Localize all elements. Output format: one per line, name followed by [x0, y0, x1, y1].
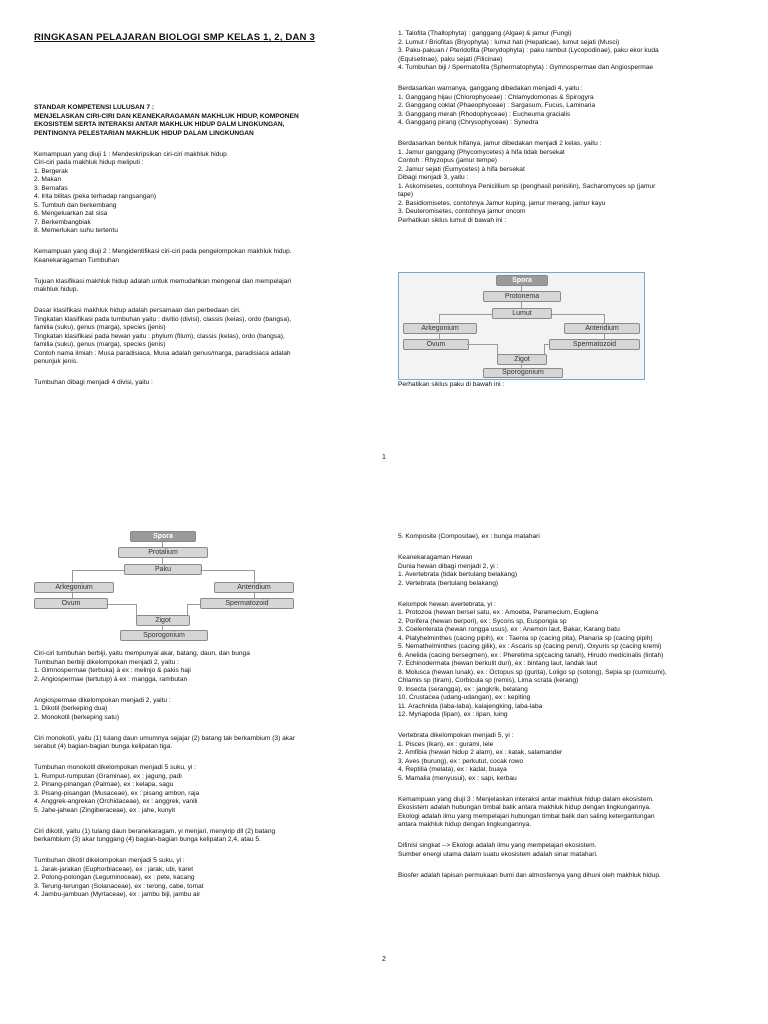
- text-line: 3. Deuteromisetes, contohnya jamur oncom: [398, 208, 526, 215]
- text-line: 4. Irita bilitas (peka terhadap rangsangan): [34, 193, 157, 200]
- text-line: tape): [398, 191, 414, 198]
- text-line: Dibagi menjadi 3, yaitu :: [398, 174, 469, 181]
- lumut-cycle-diagram: [398, 272, 645, 380]
- lumut-node-protonema: Protonema: [483, 291, 561, 302]
- text-line: 3. Bernafas: [34, 184, 68, 192]
- text-line: Kemampuan yang diuji 3 : Menjelaskan interaksi antar makhluk hidup dalam ekosistem.: [398, 795, 654, 803]
- page2-left-column: [34, 650, 364, 900]
- text-line: Vertebrata dikelompokan menjadi 5, yi :: [398, 732, 514, 739]
- text-line: 2. Basidiomisetes, contohnya Jamur kuping, jamur merang, jamur kayu: [398, 199, 606, 207]
- text-line: EKOSISTEM SERTA INTERAKSI ANTAR MAKHLUK HIDUP DALM LINGKUNGAN,: [34, 121, 285, 128]
- text-line: berkambium (3) akar tunggang (4) bagian-bagian bunga kelipatan 2,4, atau 5.: [34, 836, 261, 843]
- text-line: serabut (4) bagian-bagian bunga kelipatan tiga.: [34, 743, 173, 750]
- text-line: Berdasarkan bentuk hifanya, jamur dibedakan menjadi 2 kelas, yaitu :: [398, 140, 602, 147]
- vertebrata-list: [398, 732, 738, 783]
- text-line: 1. Protozoa (hewan bersel satu, ex : Amoeba, Paramecium, Euglena: [398, 609, 599, 616]
- text-line: 2. Lumut / Briofitas (Bryophyta) : lumut hati (Hepaticae), lumut sejati (Musci): [398, 38, 620, 46]
- text-line: Berdasarkan warnanya, ganggang dibedakan menjadi 4, yaitu :: [398, 85, 583, 92]
- text-line: 4. Tumbuhan biji / Spermatofita (Sphermatophyta) : Gymnospermae dan Angiospermae: [398, 64, 654, 71]
- text-line: Ekosistem adalah hubungan timbal balik antara makhluk hidup dengan lingkungannya.: [398, 804, 651, 811]
- text-line: Ciri-ciri tumbuhan berbiji, yaitu mempunyai akar, batang, daun, dan bunga: [34, 650, 250, 657]
- document-title: RINGKASAN PELAJARAN BIOLOGI SMP KELAS 1, 2, DAN 3: [34, 32, 315, 43]
- suku-monokotil: [34, 764, 364, 815]
- kemampuan-3-section: [398, 796, 738, 830]
- text-line: 4. Jambu-jambuan (Myrtaceae), ex : jambu biji, jambu air: [34, 891, 201, 898]
- text-line: STANDAR KOMPETENSI LULUSAN 7 :: [34, 104, 155, 111]
- paku-caption-block: [398, 381, 738, 390]
- paku-node-protalium: Protalium: [118, 547, 208, 558]
- text-line: Chlamis sp (tiram), Corbicula sp (remis), Lima scrata (kerang): [398, 677, 579, 684]
- text-line: Dunia hewan dibagi menjadi 2, yi :: [398, 562, 499, 570]
- text-line: 1. Dikotil (berkeping dua): [34, 705, 108, 712]
- text-line: Tumbuhan dikotil dikelompokan menjadi 5 suku, yi :: [34, 857, 185, 864]
- text-line: 6. Mengeluarkan zat sisa: [34, 210, 108, 217]
- page1-right-column: [398, 30, 738, 225]
- text-line: 3. Coelenterata (hewan rongga usus), ex : Anemon laut, Bakar, Karang batu: [398, 626, 620, 633]
- text-line: 3. Pisang-pisangan (Musaceae), ex : pisang ambon, raja: [34, 789, 200, 797]
- text-line: 3. Ganggang merah (Rhodophyceae) : Eucheuma gracialis: [398, 110, 571, 118]
- divisi-list: [398, 30, 738, 73]
- lumut-node-spora: Spora: [496, 275, 548, 286]
- text-line: 8. Molusca (hewan lunak), ex : Octopus sp (gurita), Loligo sp (sotong), Sepia sp (cumicumi),: [398, 668, 667, 676]
- text-line: 1. Rumput-rumputan (Graminae), ex : jagung, padi: [34, 772, 182, 780]
- text-line: 2. Pinang-pinangan (Palmae), ex : kelapa, sagu: [34, 781, 174, 788]
- text-line: Tumbuhan berbiji dikelompokan menjadi 2, yaitu :: [34, 658, 179, 666]
- text-line: 9. Insecta (serangga), ex : jangkrik, belalang: [398, 685, 528, 693]
- lumut-node-lumut: Lumut: [492, 308, 552, 319]
- text-line: 3. Paku-pakuan / Pteridofita (Pterydophyta) : paku rambut (Lycopodinae), paku ekor kuda: [398, 47, 659, 54]
- text-line: Tingkatan klasifikasi pada tumbuhan yaitu : divitio (divisi), classis (kelas), ordo (bangsa),: [34, 315, 292, 323]
- lumut-node-ovum: Ovum: [403, 339, 469, 350]
- text-line: Ciri-ciri pada makhluk hidup meliputi :: [34, 159, 144, 166]
- definisi-ekologi: [398, 842, 738, 859]
- ciri-dikotil: [34, 828, 364, 845]
- keanekaragaman-hewan: [398, 554, 738, 588]
- text-line: Difinisi singkat --> Ekologi adalah ilmu yang mempelajari ekosistem.: [398, 842, 597, 849]
- kemampuan-1-section: [34, 151, 364, 236]
- lumut-node-anteridium: Anteridium: [564, 323, 640, 334]
- paku-node-arkegonium: Arkegonium: [34, 582, 114, 593]
- text-line: 1. Pisces (ikan), ex : gurami, lele: [398, 740, 494, 748]
- text-line: 4. Anggrek-angrekan (Orchidaceae), ex : anggrek, vanili: [34, 798, 198, 805]
- angiospermae: [34, 697, 364, 723]
- text-line: familia (suku), genus (marga), species (jenis): [34, 324, 166, 331]
- ciri-monokotil: [34, 735, 364, 752]
- paku-node-sporogonium: Sporogonium: [120, 630, 208, 641]
- text-line: 4. Platyhelminthes (cacing pipih), ex : Taenia sp (cacing pita), Planaria sp (cacing pipih): [398, 634, 653, 642]
- text-line: 1. Jamur ganggang (Phycomycetes) à hifa tidak bersekat: [398, 148, 565, 156]
- text-line: 12. Myriapoda (lipan), ex : lipan, luing: [398, 711, 508, 718]
- kemampuan-2-section: [34, 248, 364, 265]
- text-line: Biosfer adalah lapisan permukaan bumi dan atmosfernya yang dihuni oleh makhluk hidup.: [398, 871, 661, 879]
- text-line: Perhatikan siklus lumut di bawah ini :: [398, 216, 507, 224]
- divisi-intro: Tumbuhan dibagi menjadi 4 divisi, yaitu :: [34, 379, 153, 386]
- text-line: 1. Talofita (Thallophyta) : ganggang (Algae) & jamur (Fungi): [398, 30, 572, 37]
- paku-node-anteridium: Anteridium: [214, 582, 294, 593]
- paku-cycle-diagram: [34, 530, 292, 642]
- text-line: 5. Jahe-jahean (Zingiberaceae), ex : jahe, kunyit: [34, 806, 176, 814]
- text-line: 7. Echinodermata (hewan berkulit duri), ex : bintang laut, landak laut: [398, 660, 598, 667]
- standar-kompetensi: [34, 104, 364, 138]
- komposite-line: [398, 533, 738, 542]
- paku-node-spermatozoid: Spermatozoid: [200, 598, 294, 609]
- text-line: 5. Nemathelminthes (cacing gilik), ex : Ascaris sp (cacing perut), Oxyuris sp (cacing kremi): [398, 643, 662, 650]
- text-line: Kelompok hewan avertebrata, yi :: [398, 600, 496, 608]
- paku-node-spora: Spora: [130, 531, 196, 542]
- text-line: 5. Komposite (Compositae), ex : bunga matahari: [398, 533, 540, 540]
- text-line: 2. Jamur sejati (Eumycetes) à hifa bersekat: [398, 165, 525, 173]
- text-line: Contoh : Rhyzopus (jamur tempe): [398, 157, 497, 164]
- text-line: 7. Berkembangbiak: [34, 218, 91, 226]
- page2-right-column: [398, 533, 738, 880]
- text-line: Angiospermae dikelompokan menjadi 2, yaitu :: [34, 696, 171, 704]
- text-line: 11. Arachnida (laba-laba), kalajengking, laba-laba: [398, 702, 543, 710]
- page1-left-column: [34, 32, 364, 388]
- text-line: 3. Terung-terungan (Solanaceae), ex : terong, cabe, tomat: [34, 882, 204, 890]
- text-line: Contoh nama ilmiah : Musa paradisiaca, Musa adalah genus/marga, paradisiaca adalah: [34, 349, 291, 357]
- text-line: 8. Memerlukan suhu tertentu: [34, 227, 118, 234]
- lumut-node-spermatozoid: Spermatozoid: [549, 339, 640, 350]
- text-line: Ekologi adalah ilmu yang mempelajari hubungan timbal balik dan saling ketergantungan: [398, 812, 655, 820]
- text-line: 5. Mamalia (menyusui), ex : sapi, kerbau: [398, 774, 517, 782]
- text-line: Keanekaragaman Hewan: [398, 554, 473, 561]
- text-line: Ciri dikotil, yaitu (1) tulang daun beranekaragam, yi menjari, menyirip dll (2) batang: [34, 827, 276, 835]
- text-line: 1. Jarak-jarakan (Euphorbiaceae), ex : jarak, ubi, karet: [34, 865, 194, 873]
- text-line: makhluk hidup.: [34, 286, 79, 293]
- text-line: Sumber energi utama dalam suatu ekosistem adalah sinar matahari.: [398, 850, 598, 858]
- text-line: antara makhluk hidup dengan lingkungannya.: [398, 821, 532, 828]
- text-line: Keanekaragaman Tumbuhan: [34, 256, 120, 264]
- text-line: 2. Makan: [34, 176, 62, 183]
- biosfer-line: [398, 872, 738, 881]
- text-line: 1. Askomisetes, contohnya Penicillium sp (penghasil penisilin), Sacharomyces sp (jamur: [398, 182, 656, 190]
- text-line: 10. Crustacea (udang-udangan), ex : kepiting: [398, 694, 531, 701]
- tujuan-klasifikasi: [34, 278, 364, 295]
- text-line: 5. Tumbuh dan berkembang: [34, 201, 117, 209]
- text-line: 2. Monokotil (berkeping satu): [34, 713, 120, 721]
- text-line: 2. Ganggang coklat (Phaeophyceae) : Sargasum, Fucus, Laminaria: [398, 102, 596, 109]
- text-line: 2. Porifera (hewan berpori), ex : Sycons sp, Euspongia sp: [398, 617, 567, 625]
- paku-node-paku: Paku: [124, 564, 202, 575]
- suku-dikotil: [34, 857, 364, 900]
- text-line: 2. Polong-polongan (Leguminoceae), ex : pete, kacang: [34, 874, 195, 881]
- text-line: 4. Ganggang pirang (Chrysophyceae) : Synedra: [398, 119, 539, 126]
- page-number-2: 2: [382, 956, 386, 963]
- text-line: Dasar klasifikasi makhluk hidup adalah persamaan dan perbedaan ciri.: [34, 307, 241, 314]
- text-line: Tujuan klasifikasi makhluk hidup adalah untuk memudahkan mengenal dan mempelajari: [34, 277, 292, 285]
- text-line: Tumbuhan monokotil dikelompokan menjadi 5 suku, yi :: [34, 764, 197, 771]
- text-line: penunjuk jenis.: [34, 358, 78, 365]
- text-line: Kemampuan yang diuji 2 : Mengidentifikasi ciri-ciri pada pengelompokan makhluk hidup.: [34, 248, 292, 255]
- text-line: PENTINGNYA PELESTARIAN MAKHLUK HIDUP DALAM LINGKUNGAN: [34, 129, 254, 137]
- lumut-node-sporogonium: Sporogonium: [483, 368, 563, 378]
- text-line: Tingkatan klasifikasi pada hewan yaitu : phylum (filum), classis (kelas), ordo (bangsa),: [34, 332, 285, 340]
- text-line: Kemampuan yang diuji 1 : Mendeskripsikan ciri-ciri makhluk hidup: [34, 150, 227, 158]
- text-line: Ciri monokotil, yaitu (1) tulang daun umumnya sejajar (2) batang tak berkambium (3) akar: [34, 734, 295, 742]
- paku-node-ovum: Ovum: [34, 598, 108, 609]
- text-line: 1. Gimnospermae (terbuka) à ex : melinjo & pakis haji: [34, 667, 191, 674]
- text-line: 2. Angiospermae (tertutup) à ex : mangga, rambutan: [34, 675, 188, 683]
- lumut-node-arkegonium: Arkegonium: [403, 323, 477, 334]
- text-line: 1. Ganggang hijau (Chlorophyceae) : Chlamydomonas & Spirogyra: [398, 93, 594, 101]
- tumbuhan-berbiji: [34, 650, 364, 684]
- text-line: 3. Aves (burung), ex : perkutut, cocak rowo: [398, 757, 524, 765]
- dasar-klasifikasi: [34, 307, 364, 367]
- ganggang-section: [398, 85, 738, 128]
- text-line: 6. Anelida (cacing bersegmen), ex : Pheretima sp(cacing tanah), Hirudo medicinalis (lintah): [398, 651, 664, 659]
- text-line: familia (suku), genus (marga), species (jenis): [34, 341, 166, 348]
- paku-node-zigot: Zigot: [136, 615, 190, 626]
- text-line: (Equisetinae), paku sejati (Filicinae): [398, 55, 503, 63]
- text-line: 2. Amfibia (hewan hidup 2 alam), ex : katak, salamander: [398, 749, 563, 756]
- text-line: 1. Avertebrata (tidak bertulang belakang): [398, 571, 518, 578]
- page-number-1: 1: [382, 454, 386, 461]
- text-line: 2. Vertebrata (bertulang belakang): [398, 579, 499, 587]
- jamur-section: [398, 140, 738, 225]
- text-line: MENJELASKAN CIRI-CIRI DAN KEANEKARAGAMAN MAKHLUK HIDUP, KOMPONEN: [34, 112, 299, 120]
- avertebrata-list: [398, 601, 738, 720]
- text-line: 4. Reptilia (melata), ex : kadal, buaya: [398, 766, 507, 773]
- text-line: 1. Bergerak: [34, 167, 69, 175]
- lumut-node-zigot: Zigot: [497, 354, 547, 365]
- paku-caption: Perhatikan siklus paku di bawah ini :: [398, 381, 505, 388]
